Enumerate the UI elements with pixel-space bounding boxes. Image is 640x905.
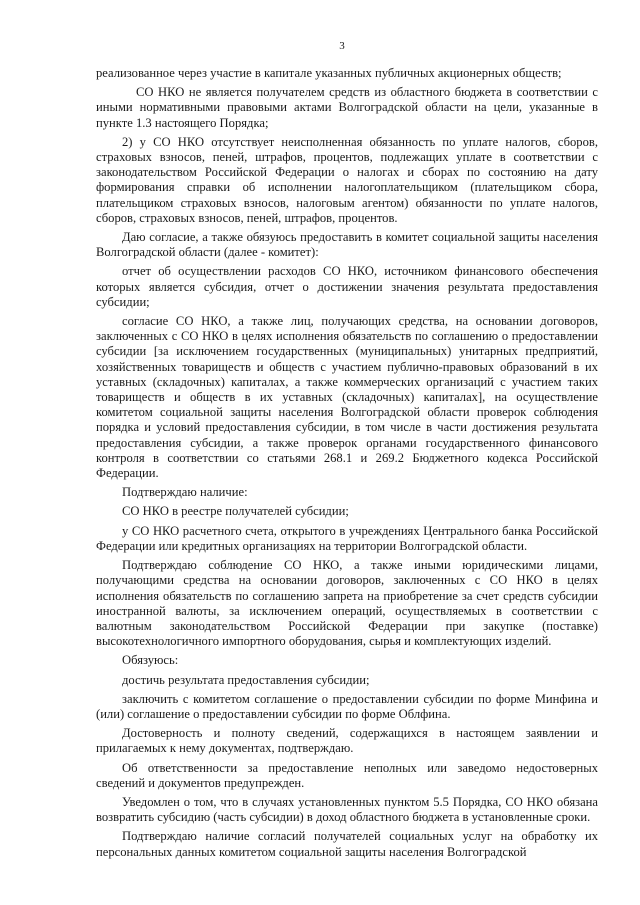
paragraph: согласие СО НКО, а также лиц, получающих средства, на основании договоров, заключенных с СО НКО в целях исполнения обязательств по соглашению о предоставлении субсидии [за исключением государственных (муниципальных) унитарных предприятий, хозяйственных товариществ и обществ с участием публично-правовых образований в их уставных (складочных) капиталах, а также коммерческих организаций с участием таких товариществ и обществ в их уставных (складочных) капиталах], на осуществление комитетом социальной защиты населения Волгоградской области проверок соблюдения порядка и условий предоставления субсидии, в том числе в части достижения результата предоставления субсидии, а также проверок органами государственного финансового контроля в соответствии со статьями 268.1 и 269.2 Бюджетного кодекса Российской Федерации. [96,314,598,481]
page-number: 3 [339,40,345,52]
paragraph: отчет об осуществлении расходов СО НКО, источником финансового обеспечения которых является субсидия, отчет о достижении значения результата предоставления субсидии; [96,264,598,309]
paragraph: Даю согласие, а также обязуюсь предоставить в комитет социальной защиты населения Волгоградской области (далее - комитет): [96,230,598,260]
paragraph: Об ответственности за предоставление неполных или заведомо недостоверных сведений и документов предупрежден. [96,760,598,790]
paragraph: у СО НКО расчетного счета, открытого в учреждениях Центрального банка Российской Федерации или кредитных организациях на территории Волгоградской области. [96,523,598,553]
paragraph: Уведомлен о том, что в случаях установленных пунктом 5.5 Порядка, СО НКО обязана возвратить субсидию (часть субсидии) в доход областного бюджета в установленные сроки. [96,794,598,825]
paragraph: Подтверждаю наличие: [122,485,248,500]
paragraph: Достоверность и полноту сведений, содержащихся в настоящем заявлении и прилагаемых к нему документах, подтверждаю. [96,726,598,756]
paragraph: Обязуюсь: [122,653,179,668]
paragraph: Подтверждаю наличие согласий получателей социальных услуг на обработку их персональных данных комитетом социальной защиты населения Волгоградской [96,829,598,859]
paragraph: 2) у СО НКО отсутствует неисполненная обязанность по уплате налогов, сборов, страховых взносов, пеней, штрафов, процентов, подлежащих уплате в соответствии с законодательством Российской Федерации о налогах и сборах по состоянию на дату формирования справки об исполнении налогоплательщиком (плательщиком сбора, плательщиком страховых взносов, налоговым агентом) обязанности по уплате налогов, сборов, страховых взносов, пеней, штрафов, процентов. [96,134,598,225]
paragraph: СО НКО в реестре получателей субсидии; [122,504,349,519]
paragraph: СО НКО не является получателем средств из областного бюджета в соответствии с иными нормативными правовыми актами Волгоградской области на цели, указанные в пункте 1.3 настоящего Порядка; [96,85,598,130]
paragraph: достичь результата предоставления субсидии; [122,672,370,687]
paragraph: заключить с комитетом соглашение о предоставлении субсидии по форме Минфина и (или) соглашение о предоставлении субсидии по форме Облфина. [96,691,598,721]
paragraph: Подтверждаю соблюдение СО НКО, а также иными юридическими лицами, получающими средства на основании договоров, заключенных с СО НКО в целях исполнения обязательств по соглашению запрета на приобретение за счет средств субсидии иностранной валюты, за исключением операций, осуществляемых в соответствии с валютным законодательством Российской Федерации при закупке (поставке) высокотехнологичного импортного оборудования, сырья и комплектующих изделий. [96,558,598,649]
document-body [96,66,598,860]
paragraph: реализованное через участие в капитале указанных публичных акционерных обществ; [96,66,562,80]
